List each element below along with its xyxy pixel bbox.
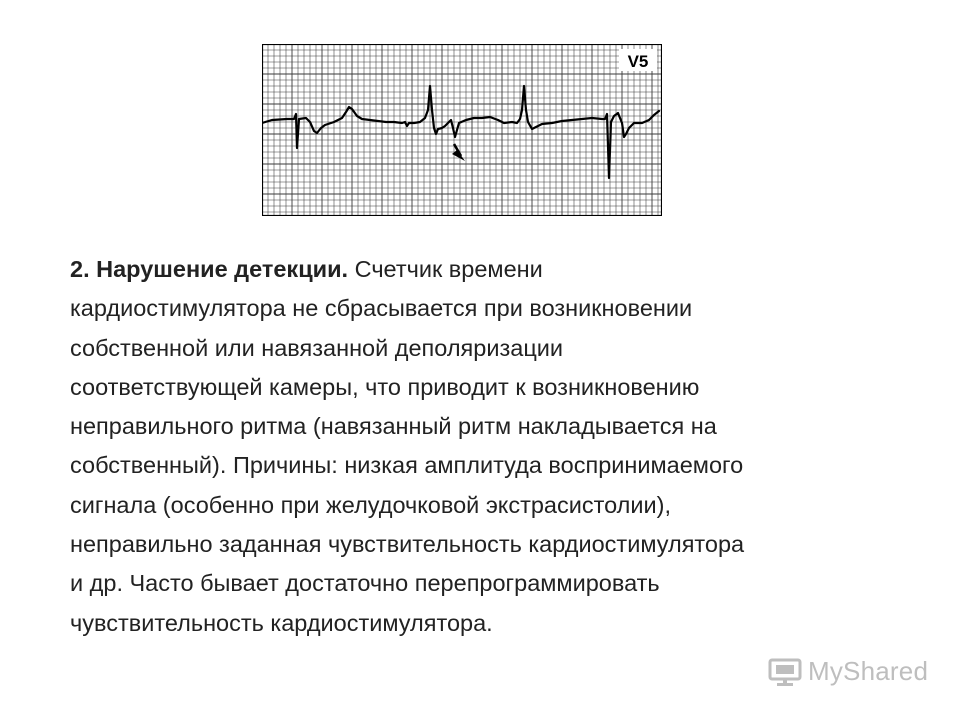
- body-line: чувствительность кардиостимулятора.: [70, 609, 493, 636]
- body-line: сигнала (особенно при желудочковой экстрасистолии),: [70, 491, 672, 518]
- watermark-text: MyShared: [808, 656, 929, 686]
- body-line: соответствующей камеры, что приводит к возникновению: [70, 373, 700, 400]
- body-line: и др. Часто бывает достаточно перепрограммировать: [70, 570, 660, 597]
- body-line: собственный). Причины: низкая амплитуда воспринимаемого: [70, 452, 744, 479]
- body-paragraph: [70, 250, 930, 643]
- body-line: неправильно заданная чувствительность кардиостимулятора: [70, 531, 745, 558]
- ecg-strip-figure: [262, 44, 662, 216]
- lead-label: V5: [627, 52, 649, 71]
- ecg-strip: [262, 44, 662, 216]
- presentation-icon: [768, 657, 802, 687]
- body-line: кардиостимулятора не сбрасывается при возникновении: [70, 295, 693, 322]
- watermark: [768, 656, 928, 687]
- body-line: неправильного ритма (навязанный ритм накладывается на: [70, 413, 717, 440]
- body-line: собственной или навязанной деполяризации: [70, 334, 564, 361]
- body-line: Счетчик времени: [354, 256, 543, 282]
- section-heading: 2. Нарушение детекции.: [70, 256, 349, 282]
